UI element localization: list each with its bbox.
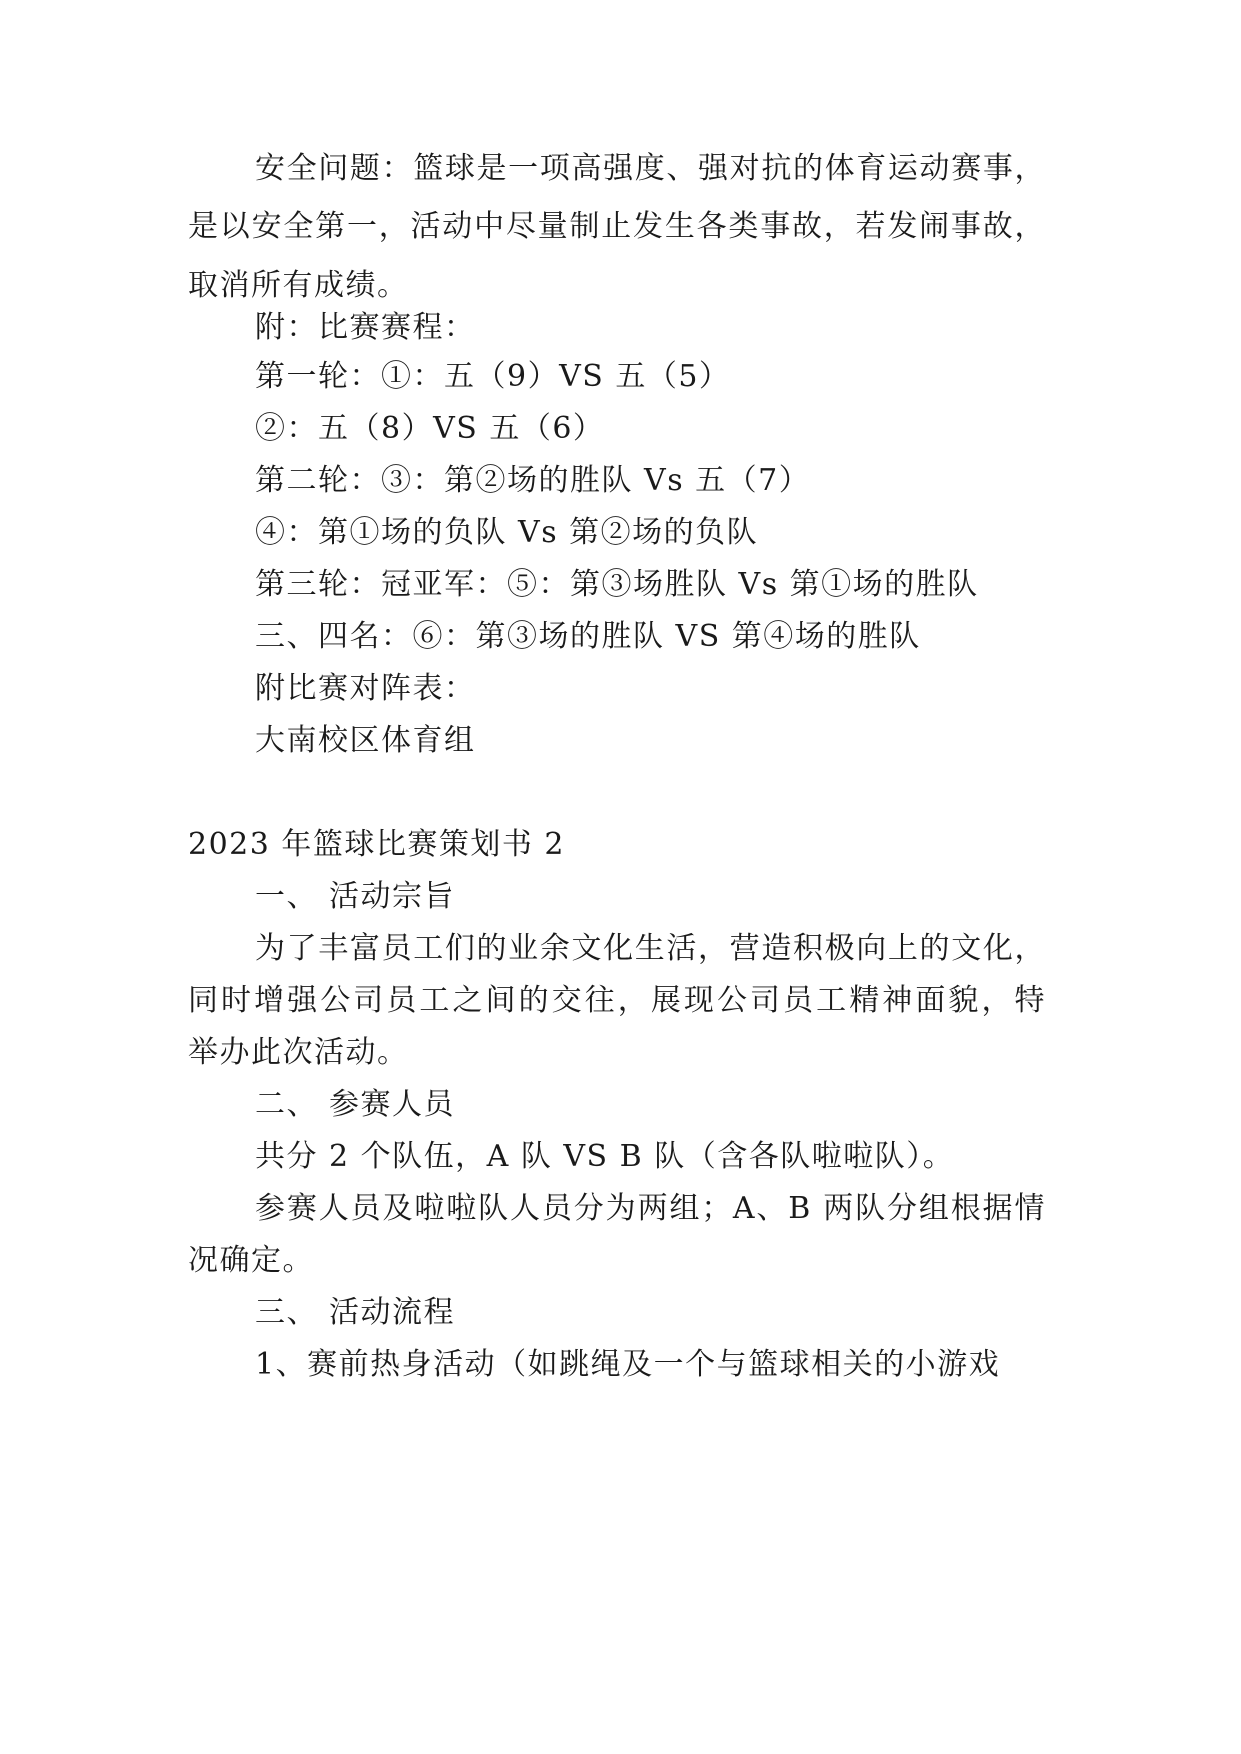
section-title: 2023 年篮球比赛策划书 2 bbox=[188, 827, 566, 862]
schedule-line: 第三轮：冠亚军：⑤：第③场胜队 Vs 第①场的胜队 bbox=[255, 567, 979, 602]
paragraph-line: 1、赛前热身活动（如跳绳及一个与篮球相关的小游戏 bbox=[255, 1347, 1001, 1382]
signature-line: 大南校区体育组 bbox=[255, 723, 476, 758]
paragraph-line: 同时增强公司员工之间的交往，展现公司员工精神面貌，特 bbox=[188, 983, 1046, 1018]
section-heading: 三、 活动流程 bbox=[255, 1295, 456, 1330]
paragraph-line: 是以安全第一，活动中尽量制止发生各类事故，若发闹事故， bbox=[188, 209, 1046, 244]
paragraph-line: 取消所有成绩。 bbox=[188, 268, 409, 303]
paragraph-line: 附：比赛赛程： bbox=[255, 310, 476, 345]
paragraph-line: 举办此次活动。 bbox=[188, 1035, 409, 1070]
paragraph-line: 参赛人员及啦啦队人员分为两组；A、B 两队分组根据情 bbox=[255, 1191, 1046, 1226]
paragraph-line: 况确定。 bbox=[188, 1243, 314, 1278]
paragraph-line: 安全问题：篮球是一项高强度、强对抗的体育运动赛事， bbox=[255, 151, 1046, 186]
schedule-line: 第一轮：①：五（9）VS 五（5） bbox=[255, 359, 731, 394]
schedule-line: 第二轮：③：第②场的胜队 Vs 五（7） bbox=[255, 463, 811, 498]
schedule-line: ④：第①场的负队 Vs 第②场的负队 bbox=[255, 515, 759, 550]
schedule-line: ②：五（8）VS 五（6） bbox=[255, 411, 605, 446]
schedule-line: 三、四名：⑥：第③场的胜队 VS 第④场的胜队 bbox=[255, 619, 921, 654]
section-heading: 二、 参赛人员 bbox=[255, 1087, 456, 1122]
paragraph-line: 附比赛对阵表： bbox=[255, 671, 476, 706]
paragraph-line: 为了丰富员工们的业余文化生活，营造积极向上的文化， bbox=[255, 931, 1046, 966]
section-heading: 一、 活动宗旨 bbox=[255, 879, 456, 914]
paragraph-line: 共分 2 个队伍，A 队 VS B 队（含各队啦啦队）。 bbox=[255, 1139, 955, 1174]
